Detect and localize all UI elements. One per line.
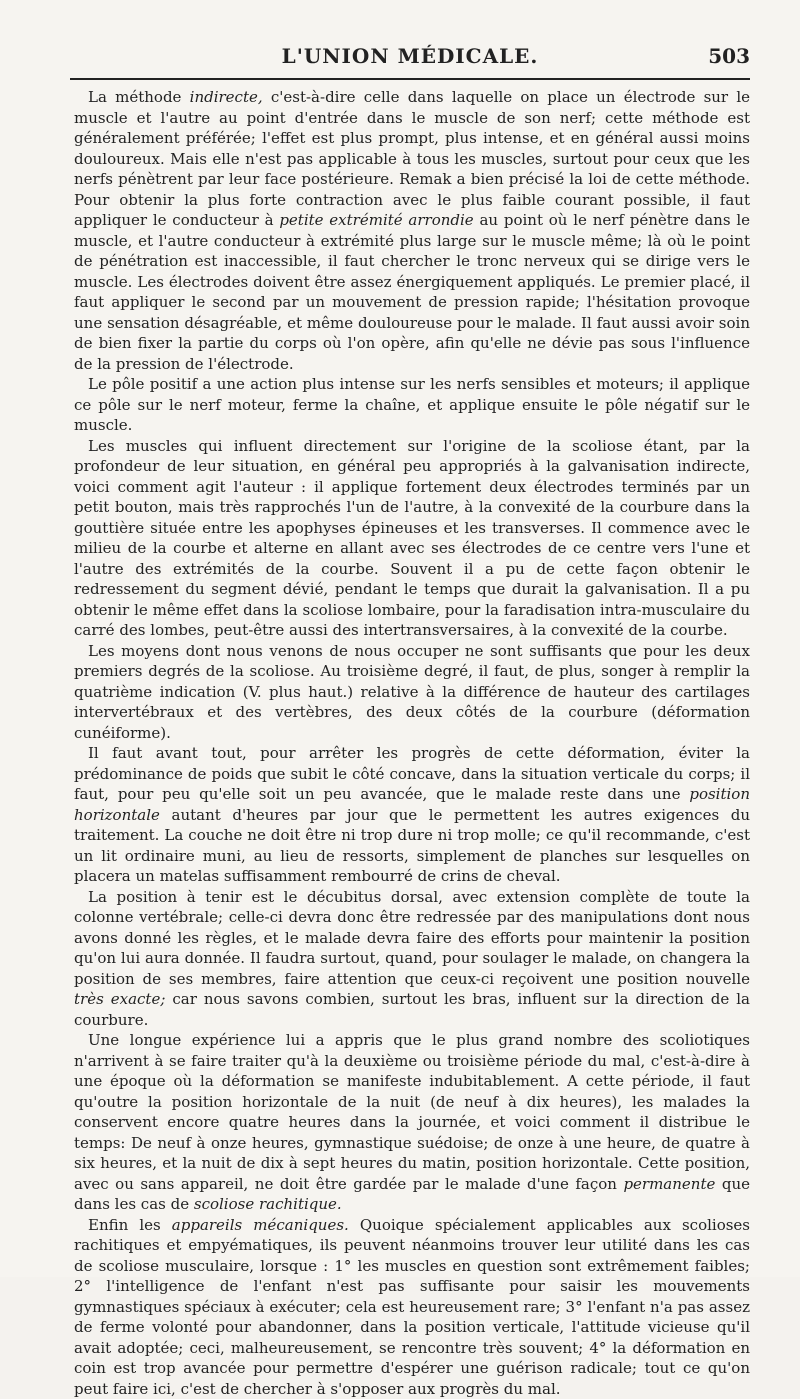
paragraph	[74, 87, 750, 374]
header-rule	[70, 78, 750, 80]
text-run: Les muscles qui influent directement sur l'origine de la scoliose étant, par la profondeur de leur situation, en général peu appropriés à la galvanisation indirecte, voici comment agit l'auteur : il applique fortement deux électrodes terminés par un petit bouton, mais très rapprochés l'un de l'autre, à la convexité de la courbure dans la gouttière située entre les apophyses épineuses et les transverses. Il commence avec le milieu de la courbe et alterne en allant avec ses électrodes de ce centre vers l'une et l'autre des extrémités de la courbe. Souvent il a pu de cette façon obtenir le redressement du segment dévié, pendant le temps que durait la galvanisation. Il a pu obtenir le même effet dans la scoliose lombaire, pour la faradisation intra-musculaire du carré des lombes, peut-être aussi des intertransversaires, à la convexité de la courbe.	[74, 437, 750, 640]
italic-run: position horizontale	[74, 785, 750, 824]
text-run: autant d'heures par jour que le permettent les autres exigences du traitement. La couche ne doit être ni trop dure ni trop molle; ce qu'il recommande, c'est un lit ordinaire muni, au lieu de ressorts, simplement de planches sur lesquelles on placera un matelas suffisamment rembourré de crins de cheval.	[74, 806, 750, 886]
text-run: La méthode	[88, 88, 190, 106]
page-header	[70, 44, 750, 74]
italic-run: appareils mécaniques.	[172, 1216, 349, 1234]
paragraph	[74, 374, 750, 436]
running-title: L'UNION MÉDICALE.	[70, 44, 750, 68]
text-run: que dans les cas de	[74, 1175, 750, 1214]
text-run: Les moyens dont nous venons de nous occuper ne sont suffisants que pour les deux premiers degrés de la scoliose. Au troisième degré, il faut, de plus, songer à remplir la quatrième indication (V. plus haut.) relative à la différence de hauteur des cartilages intervertébraux et des vertèbres, des deux côtés de la courbure (déformation cunéiforme).	[74, 642, 750, 742]
text-run: au point où le nerf pénètre dans le muscle, et l'autre conducteur à extrémité plus large sur le muscle même; là où le point de pénétration est inaccessible, il faut chercher le tronc nerveux qui se dirige vers le muscle. Les électrodes doivent être assez énergiquement appliqués. Le premier placé, il faut appliquer le second par un mouvement de pression rapide; l'hésitation provoque une sensation désagréable, et même douloureuse pour le malade. Il faut aussi avoir soin de bien fixer la partie du corps où l'on opère, afin qu'elle ne dévie pas sous l'influence de la pression de l'électrode.	[74, 211, 750, 373]
italic-run: petite extrémité arrondie	[279, 211, 473, 229]
text-run: Il faut avant tout, pour arrêter les progrès de cette déformation, éviter la prédominance de poids que subit le côté concave, dans la situation verticale du corps; il faut, pour peu qu'elle soit un peu avancée, que le malade reste dans une	[74, 744, 750, 803]
paragraph	[74, 641, 750, 744]
text-run: c'est-à-dire celle dans laquelle on place un électrode sur le muscle et l'autre au point d'entrée dans le muscle de son nerf; cette méthode est généralement préférée; l'effet est plus prompt, plus intense, et en général aussi moins douloureux. Mais elle n'est pas applicable à tous les muscles, surtout pour ceux que les nerfs pénètrent par leur face postérieure. Remak a bien précisé la loi de cette méthode. Pour obtenir la plus forte contraction avec le plus faible courant possible, il faut appliquer le conducteur à	[74, 88, 750, 229]
italic-run: scoliose rachitique.	[194, 1195, 342, 1213]
paragraph	[74, 743, 750, 887]
article-body	[74, 87, 750, 1399]
italic-run: permanente	[623, 1175, 715, 1193]
text-run: La position à tenir est le décubitus dorsal, avec extension complète de toute la colonne vertébrale; celle-ci devra donc être redressée par des manipulations dont nous avons donné les règles, et le malade devra faire des efforts pour maintenir la position qu'on lui aura donnée. Il faudra surtout, quand, pour soulager le malade, on changera la position de ses membres, faire attention que ceux-ci reçoivent une position nouvelle	[74, 888, 750, 988]
text-run: Enfin les	[88, 1216, 172, 1234]
paragraph	[74, 887, 750, 1031]
page-number: 503	[708, 44, 750, 68]
text-run: car nous savons combien, surtout les bras, influent sur la direction de la courbure.	[74, 990, 750, 1029]
paragraph	[74, 1030, 750, 1215]
text-run: Une longue expérience lui a appris que le plus grand nombre des scoliotiques n'arrivent à se faire traiter qu'à la deuxième ou troisième période du mal, c'est-à-dire à une époque où la déformation se manifeste indubitablement. A cette période, il faut qu'outre la position horizontale de la nuit (de neuf à dix heures), les malades la conservent encore quatre heures dans la journée, et voici comment il distribue le temps: De neuf à onze heures, gymnastique suédoise; de onze à une heure, de quatre à six heures, et la nuit de dix à sept heures du matin, position horizontale. Cette position, avec ou sans appareil, ne doit être gardée par le malade d'une façon	[74, 1031, 750, 1193]
italic-run: indirecte,	[190, 88, 263, 106]
paragraph	[74, 436, 750, 641]
text-run: Le pôle positif a une action plus intense sur les nerfs sensibles et moteurs; il applique ce pôle sur le nerf moteur, ferme la chaîne, et applique ensuite le pôle négatif sur le muscle.	[74, 375, 750, 434]
paragraph	[74, 1215, 750, 1399]
italic-run: très exacte;	[74, 990, 165, 1008]
text-run: Quoique spécialement applicables aux scolioses rachitiques et empyématiques, ils peuvent néanmoins trouver leur utilité dans les cas de scoliose musculaire, lorsque : 1° les muscles en question sont extrêmement faibles; 2° l'intelligence de l'enfant n'est pas suffisante pour saisir les mouvements gymnastiques spéciaux à exécuter; cela est heureusement rare; 3° l'enfant n'a pas assez de ferme volonté pour abandonner, dans la position verticale, l'attitude vicieuse qu'il avait adoptée; ceci, malheureusement, se rencontre très souvent; 4° la déformation en coin est trop avancée pour permettre d'espérer une guérison radicale; tout ce qu'on peut faire ici, c'est de chercher à s'opposer aux progrès du mal.	[74, 1216, 750, 1398]
